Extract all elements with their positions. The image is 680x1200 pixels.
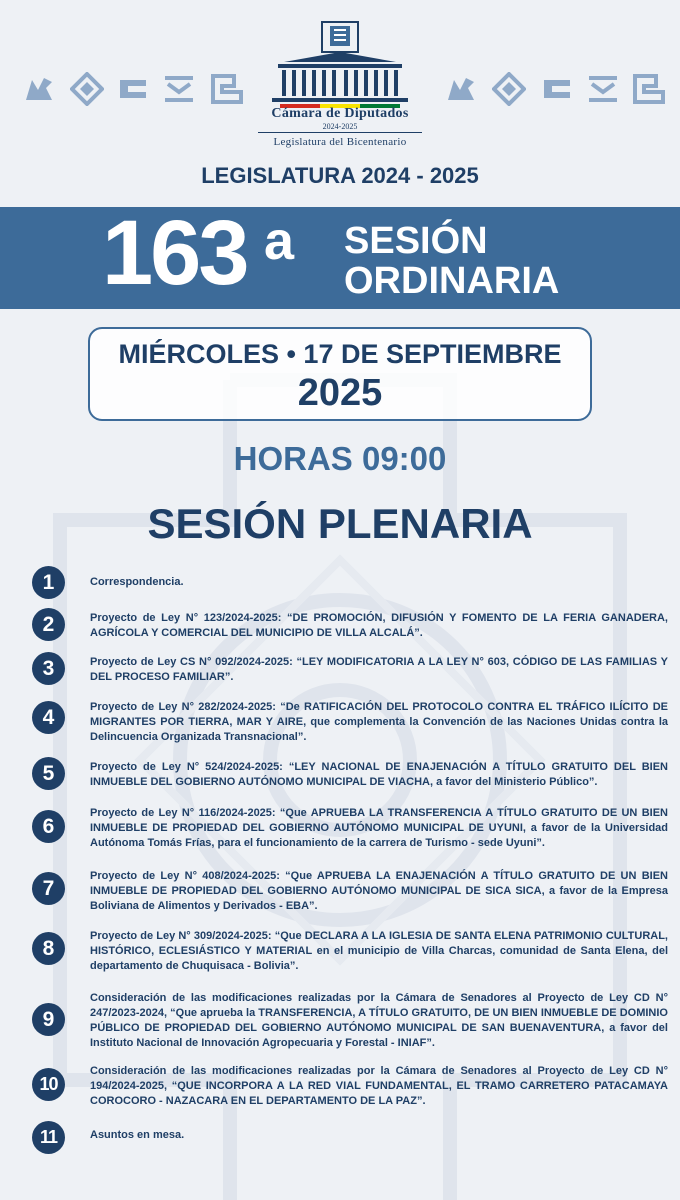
fret-ornament-icon bbox=[210, 72, 244, 106]
agenda-number-badge: 9 bbox=[32, 1003, 65, 1036]
session-type: SESIÓN PLENARIA bbox=[147, 500, 533, 547]
step-ornament-icon bbox=[540, 72, 574, 106]
header bbox=[0, 0, 680, 160]
agenda-number-badge: 2 bbox=[32, 608, 65, 641]
agenda-item-text: Proyecto de Ley N° 408/2024-2025: “Que APRUEBA LA ENAJENACIÓN A TÍTULO GRATUITO DE UN BIEN INMUEBLE DE PROPIEDAD DEL GOBIERNO AUTÓNOMO MUNICIPAL DE SICA SICA, a favor de la Empresa Boliviana de Alimentos y Derivados - EBA”. bbox=[90, 870, 668, 912]
legislatura-heading: LEGISLATURA 2024 - 2025 bbox=[201, 163, 479, 188]
institution-subtitle: Legislatura del Bicentenario bbox=[273, 136, 407, 148]
agenda-item-text: Consideración de las modificaciones realizadas por la Cámara de Senadores al Proyecto de Ley CD N° 194/2024-2025, “QUE INCORPORA A LA RED VIAL FUNDAMENTAL, EL TRAMO CARRETERO PATACAMAYA COROCORO - NAZACARA EN EL DEPARTAMENTO DE LA PAZ”. bbox=[90, 1065, 668, 1107]
session-label-line1: SESIÓN bbox=[344, 220, 488, 262]
agenda-number-badge: 8 bbox=[32, 932, 65, 965]
session-ordinal: a bbox=[264, 211, 295, 271]
agenda-number-badge: 1 bbox=[32, 566, 65, 599]
agenda-number-badge: 10 bbox=[32, 1068, 65, 1101]
agenda-item-text: Proyecto de Ley N° 524/2024-2025: “LEY NACIONAL DE ENAJENACIÓN A TÍTULO GRATUITO DEL BIEN INMUEBLE DEL GOBIERNO AUTÓNOMO MUNICIPAL DE VIACHA, a favor del Ministerio Público”. bbox=[90, 761, 668, 788]
condor-ornament-icon bbox=[22, 72, 56, 106]
agenda-item-text: Proyecto de Ley N° 309/2024-2025: “Que DECLARA A LA IGLESIA DE SANTA ELENA PATRIMONIO CULTURAL, HISTÓRICO, ECLESIÁSTICO Y MATERIAL en el municipio de Villa Charcas, comunidad de Santa Elena, del departamento de Chuquisaca - Bolivia”. bbox=[90, 930, 668, 972]
agenda-item-text: Asuntos en mesa. bbox=[90, 1129, 185, 1141]
agenda-item-text: Proyecto de Ley N° 116/2024-2025: “Que APRUEBA LA TRANSFERENCIA A TÍTULO GRATUITO DE UN BIEN INMUEBLE DE PROPIEDAD DEL GOBIERNO AUTÓNOMO MUNICIPAL DE UYUNI, a favor de la Universidad Autónoma Tomás Frías, para el funcionamiento de la carrera de Turismo - sede Uyuni”. bbox=[90, 807, 668, 849]
agenda-number-badge: 7 bbox=[32, 872, 65, 905]
agenda-number-badge: 5 bbox=[32, 757, 65, 790]
parliament-building-logo bbox=[270, 20, 410, 110]
session-number: 163 bbox=[102, 202, 247, 304]
step-ornament-icon bbox=[116, 72, 150, 106]
agenda-number-badge: 4 bbox=[32, 701, 65, 734]
agenda-item-text: Correspondencia. bbox=[90, 576, 184, 588]
zigzag-ornament-icon bbox=[586, 72, 620, 106]
session-date: MIÉRCOLES • 17 DE SEPTIEMBRE bbox=[118, 339, 562, 369]
condor-ornament-icon bbox=[444, 72, 478, 106]
session-label-line2: ORDINARIA bbox=[344, 260, 560, 302]
agenda-number-badge: 6 bbox=[32, 810, 65, 843]
agenda-item-text: Consideración de las modificaciones realizadas por la Cámara de Senadores al Proyecto de Ley CD N° 247/2023-2024, “Que aprueba la TRANSFERENCIA, A TÍTULO GRATUITO, DE UN BIEN INMUEBLE DE DOMINIO PÚBLICO DE PROPIEDAD DEL GOBIERNO AUTÓNOMO MUNICIPAL DE SAN BUENAVENTURA, a favor del Instituto Nacional de Innovación Agropecuaria y Forestal - INIAF”. bbox=[90, 992, 668, 1049]
zigzag-ornament-icon bbox=[162, 72, 196, 106]
agenda-item-text: Proyecto de Ley CS N° 092/2024-2025: “LEY MODIFICATORIA A LA LEY N° 603, CÓDIGO DE LAS FAMILIAS Y DEL PROCESO FAMILIAR”. bbox=[90, 656, 668, 683]
session-year: 2025 bbox=[297, 372, 383, 414]
agenda-item-text: Proyecto de Ley N° 123/2024-2025: “DE PROMOCIÓN, DIFUSIÓN Y FOMENTO DE LA FERIA GANADERA, AGRÍCOLA Y COMERCIAL DEL MUNICIPIO DE VILLA ALCALÁ”. bbox=[90, 612, 668, 639]
agenda-number-badge: 3 bbox=[32, 652, 65, 685]
session-time: HORAS 09:00 bbox=[233, 440, 447, 477]
logo-divider bbox=[258, 132, 422, 133]
institution-years: 2024-2025 bbox=[322, 122, 358, 131]
agenda-number-badge: 11 bbox=[32, 1121, 65, 1154]
fret-ornament-icon bbox=[632, 72, 666, 106]
diamond-ornament-icon bbox=[70, 72, 104, 106]
diamond-ornament-icon bbox=[492, 72, 526, 106]
agenda-item-text: Proyecto de Ley N° 282/2024-2025: “De RATIFICACIÓN DEL PROTOCOLO CONTRA EL TRÁFICO ILÍCITO DE MIGRANTES POR TIERRA, MAR Y AIRE, que complementa la Convención de las Naciones Unidas contra la Delincuencia Organizada Transnacional”. bbox=[90, 701, 668, 743]
institution-name: Cámara de Diputados bbox=[271, 106, 409, 121]
